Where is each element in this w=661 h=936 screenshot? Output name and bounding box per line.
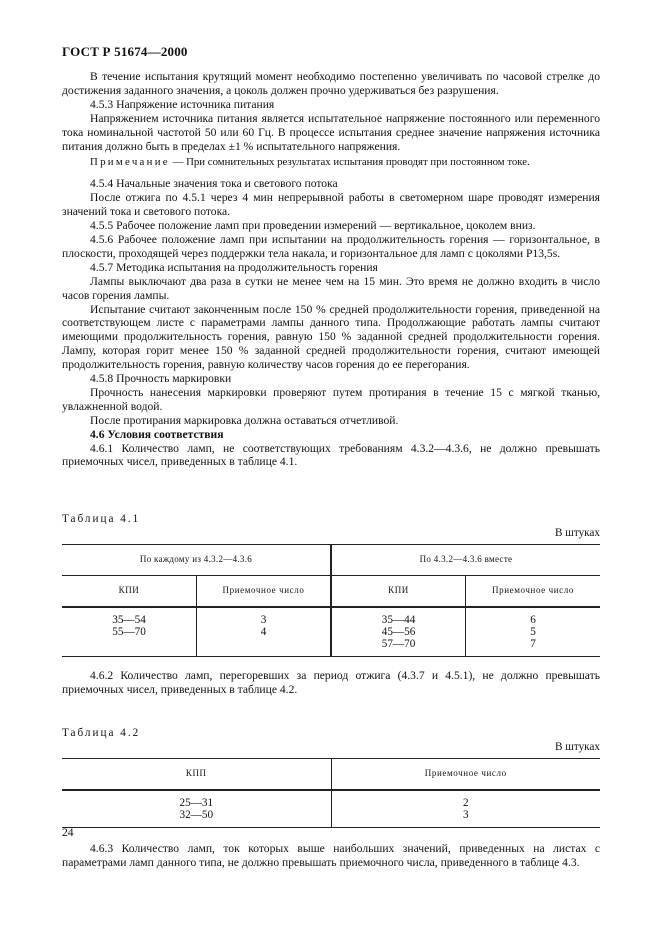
- paragraph: Испытание считают законченным после 150 % средней продолжительности горения, приведенной на соответствующем листе с параметрами лампы данного типа. Продолжающие работать лампы считают имеющими продолжительность горения, равную 150 % заданной средней продолжительности горения. Лампу, которая горит менее 150 % заданной средней продолжительности горения, считают имеющей продолжительность горения, равную количеству часов горения до ее перегорания.: [62, 302, 600, 372]
- paragraph-4-5-5: 4.5.5 Рабочее положение ламп при проведении измерений — вертикальное, цоколем вниз.: [90, 219, 536, 233]
- table-column-header: Приемочное число: [331, 758, 600, 790]
- table-column-header: КПИ: [331, 576, 466, 608]
- cell-value: 55—70: [112, 626, 146, 639]
- note: [62, 156, 600, 170]
- table-cell: [331, 790, 600, 828]
- note-label: Примечание: [90, 156, 170, 169]
- paragraph: После протирания маркировка должна оставаться отчетливой.: [90, 413, 399, 427]
- document-body: [62, 70, 600, 870]
- cell-value: 3: [462, 808, 469, 821]
- paragraph: Прочность нанесения маркировки проверяют путем протирания в течение 15 с мягкой тканью, увлажненной водой.: [62, 385, 600, 413]
- table-4-1: [62, 544, 600, 657]
- subheading-4-5-8: 4.5.8 Прочность маркировки: [90, 372, 232, 386]
- subheading-4-5-7: 4.5.7 Методика испытания на продолжительность горения: [90, 260, 378, 274]
- paragraph-4-6-2: 4.6.2 Количество ламп, перегоревших за период отжига (4.3.7 и 4.5.1), не должно превышать приемочных чисел, приведенных в таблице 4.2.: [62, 669, 600, 697]
- paragraph: В течение испытания крутящий момент необходимо постепенно увеличивать по часовой стрелке до достижения заданного значения, а цоколь должен прочно удерживаться без разрушения.: [62, 70, 600, 97]
- table-group-header: По каждому из 4.3.2—4.3.6: [62, 545, 331, 576]
- cell-value: 5: [530, 626, 536, 639]
- cell-value: 4: [260, 626, 267, 639]
- table-cell: [466, 607, 601, 657]
- table-unit: В штуках: [554, 740, 600, 753]
- table-caption: Таблица 4.2: [62, 727, 141, 739]
- subheading-4-5-4: 4.5.4 Начальные значения тока и светового потока: [90, 177, 338, 191]
- table-cell: [331, 607, 466, 657]
- subheading-4-5-3: 4.5.3 Напряжение источника питания: [90, 97, 275, 111]
- cell-value: 45—56: [381, 626, 416, 639]
- paragraph-4-6-3: 4.6.3 Количество ламп, ток которых выше наибольших значений, приведенных на листах с параметрами ламп данного типа, не должно превышать приемочного числа, приведенного в таблице 4.3.: [62, 841, 600, 869]
- table-group-header: По 4.3.2—4.3.6 вместе: [331, 545, 600, 576]
- table-column-header: Приемочное число: [466, 576, 601, 608]
- cell-value: 2: [462, 796, 469, 809]
- cell-value: 25—31: [179, 796, 214, 809]
- table-unit: В штуках: [554, 527, 600, 540]
- paragraph-4-5-6: 4.5.6 Рабочее положение ламп при испытании на продолжительность горения — горизонтальное, в плоскости, проходящей через поддержки тела накала, и горизонтальное для ламп с цоколями P13,5s.: [62, 232, 600, 260]
- cell-value: 6: [530, 614, 536, 627]
- note-text: — При сомнительных результатах испытания проводят при постоянном токе.: [169, 156, 530, 169]
- paragraph-4-6-1: 4.6.1 Количество ламп, не соответствующих требованиям 4.3.2—4.3.6, не должно превышать приемочных чисел, приведенных в таблице 4.1.: [62, 441, 600, 469]
- table-cell: [197, 607, 332, 657]
- document-header: ГОСТ Р 51674—2000: [62, 44, 188, 59]
- section-heading-4-6: 4.6 Условия соответствия: [90, 427, 224, 441]
- table-column-header: КПП: [62, 758, 331, 790]
- cell-value: 3: [260, 614, 267, 627]
- paragraph: Напряжением источника питания является испытательное напряжение постоянного или переменного тока номинальной частотой 50 или 60 Гц. В процессе испытания среднее значение напряжения источника питания должно быть в пределах ±1 % испытательного напряжения.: [62, 111, 600, 153]
- paragraph: После отжига по 4.5.1 через 4 мин непрерывной работы в светомерном шаре проводят измерения значений тока и светового потока.: [62, 191, 600, 219]
- page-number: 24: [62, 826, 74, 839]
- cell-value: 7: [530, 638, 536, 651]
- table-4-2: [62, 758, 600, 828]
- table-column-header: КПИ: [62, 576, 197, 608]
- paragraph: Лампы выключают два раза в сутки не менее чем на 15 мин. Это время не должно входить в число часов горения лампы.: [62, 274, 600, 302]
- cell-value: 35—54: [112, 614, 146, 627]
- table-caption: Таблица 4.1: [62, 513, 141, 526]
- cell-value: 35—44: [381, 614, 416, 627]
- cell-value: 32—50: [179, 808, 214, 821]
- cell-value: 57—70: [381, 638, 416, 651]
- table-column-header: Приемочное число: [197, 576, 332, 608]
- table-cell: [62, 790, 331, 828]
- table-cell: [62, 607, 197, 657]
